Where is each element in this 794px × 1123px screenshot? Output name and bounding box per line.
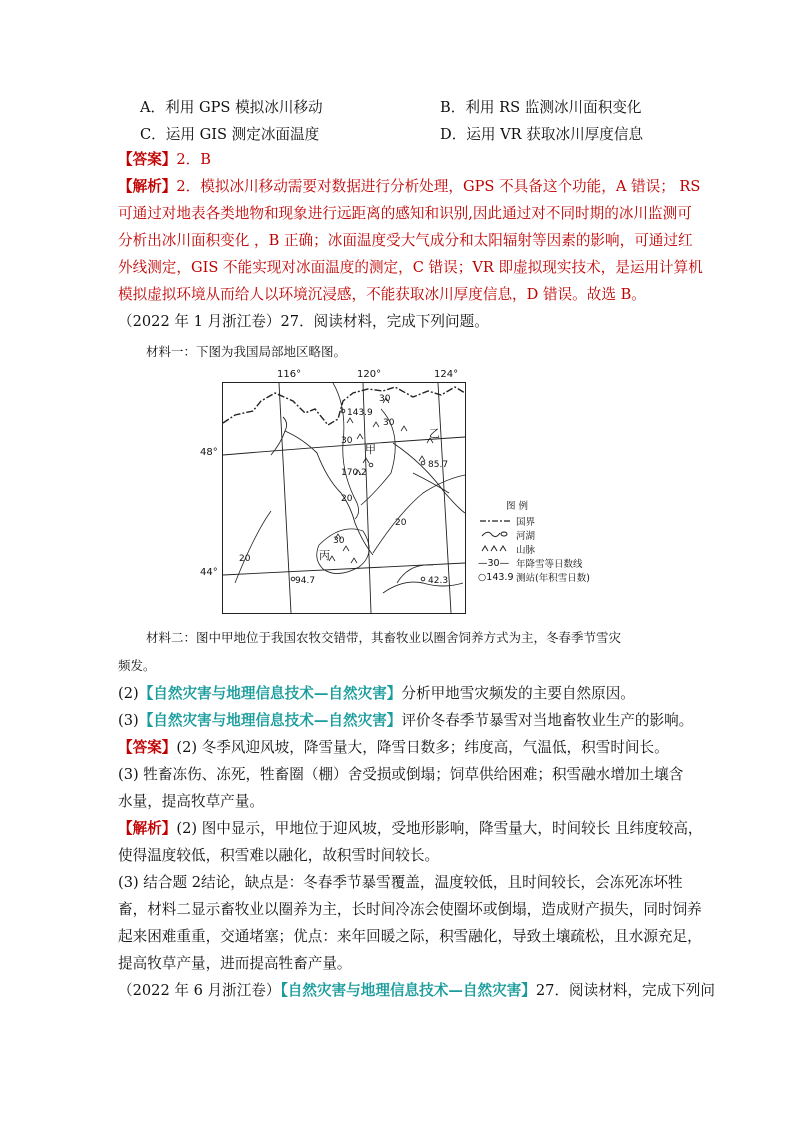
legend-label: 年降雪等日数线: [516, 559, 583, 570]
isoline-label: 20: [395, 518, 407, 528]
place-label-yi: 乙: [429, 427, 440, 440]
legend-row-isoline: [478, 556, 590, 570]
lon-label-120: 120°: [357, 369, 382, 380]
isoline-label: 20: [341, 494, 353, 504]
legend-label: 河湖: [516, 531, 536, 542]
legend-label: 测站(年积雪日数): [516, 573, 590, 584]
answer-tag: 【答案】: [118, 739, 177, 756]
station-label: 170.2: [341, 468, 367, 478]
option-c: C．运用 GIS 测定冰面温度: [140, 126, 320, 143]
station-label: 94.7: [295, 576, 316, 586]
isoline-label: 20: [239, 554, 251, 564]
analysis-1-line-2: 可通过对地表各类地物和现象进行远距离的感知和识别,因此通过对不同时期的冰川监测可: [118, 205, 692, 222]
place-label-jia: 甲: [365, 443, 376, 456]
analysis-2-line-6: 提高牧草产量，进而提高牲畜产量。: [118, 955, 352, 972]
station-label: 85.7: [428, 460, 449, 470]
question-number: (3): [118, 712, 139, 729]
question-2: [118, 684, 688, 704]
legend-label: 国界: [516, 517, 536, 528]
region-map-svg: [223, 383, 465, 613]
option-a: A．利用 GPS 模拟冰川移动: [140, 99, 323, 116]
topic-tag: 【自然灾害与地理信息技术—自然灾害】: [138, 712, 402, 729]
lat-label-44: 44°: [200, 567, 218, 578]
place-label-bing: 丙: [319, 549, 330, 562]
station-label: 42.3: [428, 576, 449, 586]
question-text: 27．阅读材料，完成下列问: [535, 982, 715, 999]
legend-row-border: [478, 514, 590, 528]
answer-text: (2) 冬季风迎风坡，降雪量大，降雪日数多；纬度高，气温低，积雪时间长。: [176, 739, 669, 756]
analysis-1-line-3: 分析出冰川面积变化 ，B 正确；冰面温度受大气成分和太阳辐射等因素的影响，可通过红: [118, 232, 693, 249]
isoline-label: 30: [379, 394, 391, 404]
station-symbol-label: 143.9: [486, 571, 514, 583]
material-1: 材料一：下图为我国局部地区略图。: [146, 344, 347, 359]
analysis-2-line-5: 起来困难重重，交通堵塞；优点：来年回暖之际，积雪融化，导致土壤疏松，且水源充足，: [118, 928, 702, 945]
analysis-2-line-4: 畜，材料二显示畜牧业以圈养为主，长时间冷冻会使圈坏或倒塌，造成财产损失，同时饲养: [118, 901, 702, 918]
analysis-text: 2．模拟冰川移动需要对数据进行分析处理，GPS 不具备这个功能，A 错误； RS: [176, 178, 701, 195]
mountain-icon: [478, 543, 516, 556]
legend-row-river: [478, 528, 590, 542]
national-border: [223, 387, 465, 425]
question-text: 分析甲地雪灾频发的主要自然原因。: [401, 685, 635, 702]
legend-title: 图 例: [506, 501, 529, 512]
answer-2-line-2: (3) 牲畜冻伤、冻死，牲畜圈（棚）舍受损或倒塌；饲草供给困难；积雪融水增加土壤含: [118, 766, 684, 783]
analysis-1-line-1: [118, 177, 701, 197]
analysis-1-line-4: 外线测定，GIS 不能实现对冰面温度的测定，C 错误；VR 即虚拟现实技术，是运用计算机: [118, 259, 703, 276]
topic-tag: 【自然灾害与地理信息技术—自然灾害】: [280, 982, 536, 999]
lat-label-48: 48°: [200, 447, 218, 458]
option-b: B．利用 RS 监测冰川面积变化: [440, 99, 642, 116]
isoline-label: 30: [383, 418, 395, 428]
analysis-tag: 【解析】: [118, 178, 177, 195]
analysis-1-line-5: 模拟虚拟环境从而给人以环境沉浸感，不能获取冰川厚度信息，D 错误。故选 B。: [118, 286, 646, 303]
option-d: D．运用 VR 获取冰川厚度信息: [440, 126, 644, 143]
next-question: [118, 981, 715, 1001]
map-legend: [478, 498, 590, 584]
isoline-label: 30: [333, 536, 345, 546]
border-line-icon: [478, 516, 516, 527]
material-2-line-1: 材料二：图中甲地位于我国农牧交错带，其畜牧业以圈舍饲养方式为主，冬春季节雪灾: [146, 630, 622, 645]
analysis-tag: 【解析】: [118, 820, 177, 837]
mountain-symbols: [329, 398, 433, 563]
answer-1: [118, 150, 688, 170]
analysis-2-line-1: [118, 819, 703, 839]
legend-row-station: [478, 570, 590, 584]
topic-tag: 【自然灾害与地理信息技术—自然灾害】: [138, 685, 402, 702]
question-number: (2): [118, 685, 139, 702]
isoline-label: 30: [341, 436, 353, 446]
answer-2-line-3: 水量，提高牧草产量。: [118, 793, 264, 810]
answer-2-line-1: [118, 738, 688, 758]
question-text: 评价冬春季节暴雪对当地畜牧业生产的影响。: [401, 712, 694, 729]
legend-label: 山脉: [516, 545, 536, 556]
question-3: [118, 711, 694, 731]
lon-label-116: 116°: [277, 369, 302, 380]
isoline-symbol: —30—: [478, 557, 510, 569]
analysis-2-line-2: 使得温度较低，积雪难以融化，故积雪时间较长。: [118, 847, 440, 864]
station-symbol: ○143.9: [478, 571, 514, 583]
question-source: （2022 年 6 月浙江卷）: [118, 982, 281, 999]
station-label: 143.9: [347, 408, 373, 418]
material-2-line-2: 频发。: [118, 658, 156, 673]
question-27-header: （2022 年 1 月浙江卷）27．阅读材料，完成下列问题。: [118, 313, 489, 330]
analysis-2-line-3: (3) 结合题 2结论，缺点是：冬春季节暴雪覆盖，温度较低，且时间较长，会冻死冻坏牲: [118, 874, 683, 891]
river-icon: [478, 529, 516, 542]
lon-label-124: 124°: [434, 369, 459, 380]
answer-text: 2．B: [176, 151, 211, 168]
analysis-text: (2) 图中显示，甲地位于迎风坡，受地形影响，降雪量大，时间较长 且纬度较高，: [176, 820, 703, 837]
answer-tag: 【答案】: [118, 151, 177, 168]
station-dots: [291, 409, 425, 581]
legend-row-mountain: [478, 542, 590, 556]
region-map: [222, 382, 466, 614]
